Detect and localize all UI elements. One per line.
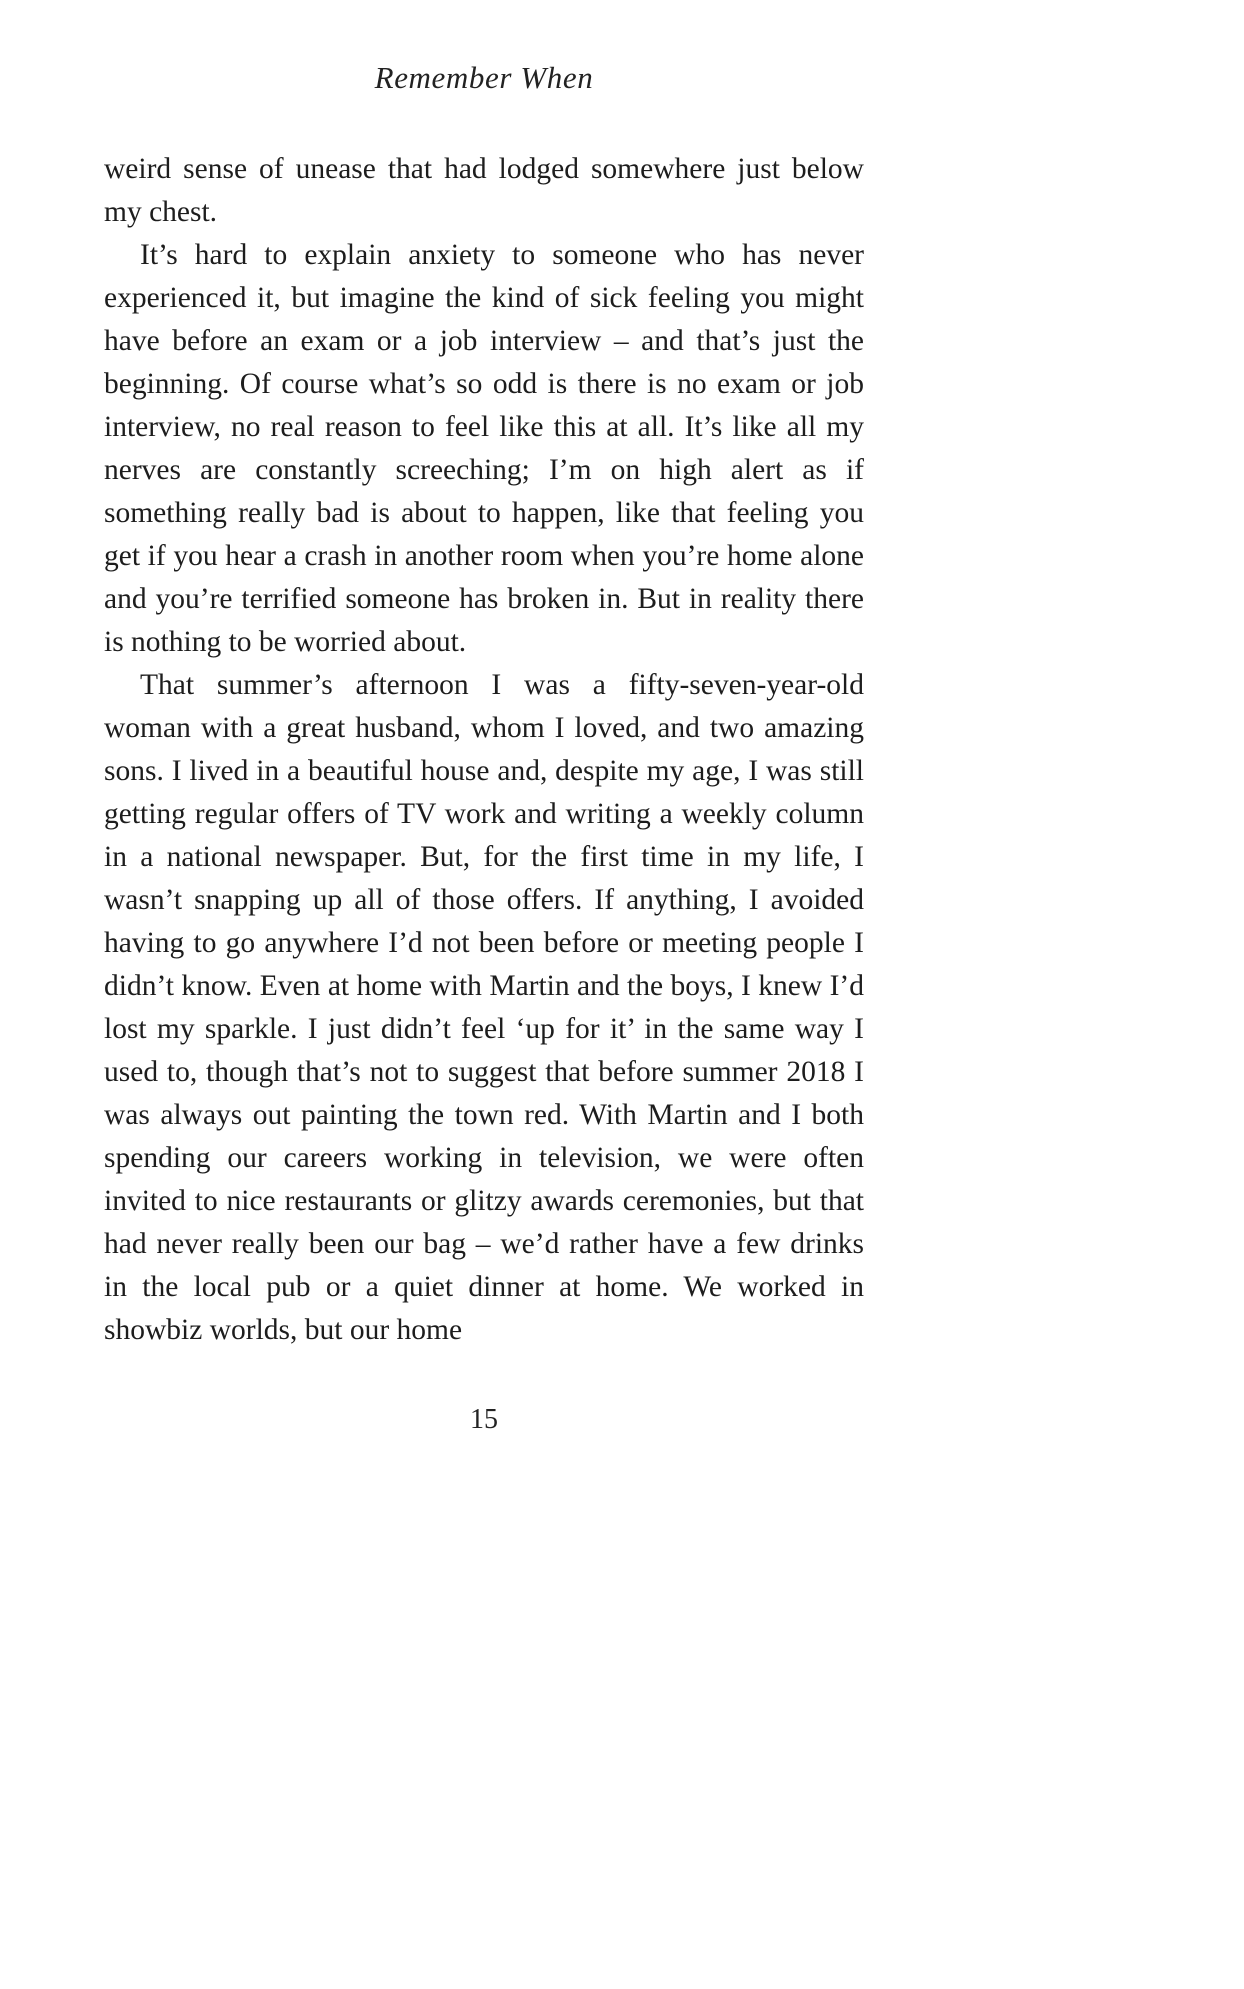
paragraph: weird sense of unease that had lodged somewhere just below my chest. [104, 153, 864, 228]
paragraph: That summer’s afternoon I was a fifty-seven-year-old woman with a great husband, whom I loved, and two amazing sons. I lived in a beautiful house and, despite my age, I was still getting regular offers of TV work and writing a weekly column in a national newspaper. But, for the first time in my life, I wasn’t snapping up all of those offers. If anything, I avoided having to go anywhere I’d not been before or meeting people I didn’t know. Even at home with Martin and the boys, I knew I’d lost my sparkle. I just didn’t feel ‘up for it’ in the same way I used to, though that’s not to suggest that before summer 2018 I was always out painting the town red. With Martin and I both spending our careers working in television, we were often invited to nice restaurants or glitzy awards ceremonies, but that had never really been our bag – we’d rather have a few drinks in the local pub or a quiet dinner at home. We worked in showbiz worlds, but our home [104, 669, 864, 1346]
page-number: 15 [470, 1404, 498, 1435]
paragraph: It’s hard to explain anxiety to someone who has never experienced it, but imagine the kind of sick feeling you might have before an exam or a job interview – and that’s just the beginning. Of course what’s so odd is there is no exam or job interview, no real reason to feel like this at all. It’s like all my nerves are constantly screeching; I’m on high alert as if something really bad is about to happen, like that feeling you get if you hear a crash in another room when you’re home alone and you’re terrified someone has broken in. But in reality there is nothing to be worried about. [104, 239, 864, 658]
body-text [104, 148, 864, 1352]
running-header: Remember When [374, 60, 594, 95]
